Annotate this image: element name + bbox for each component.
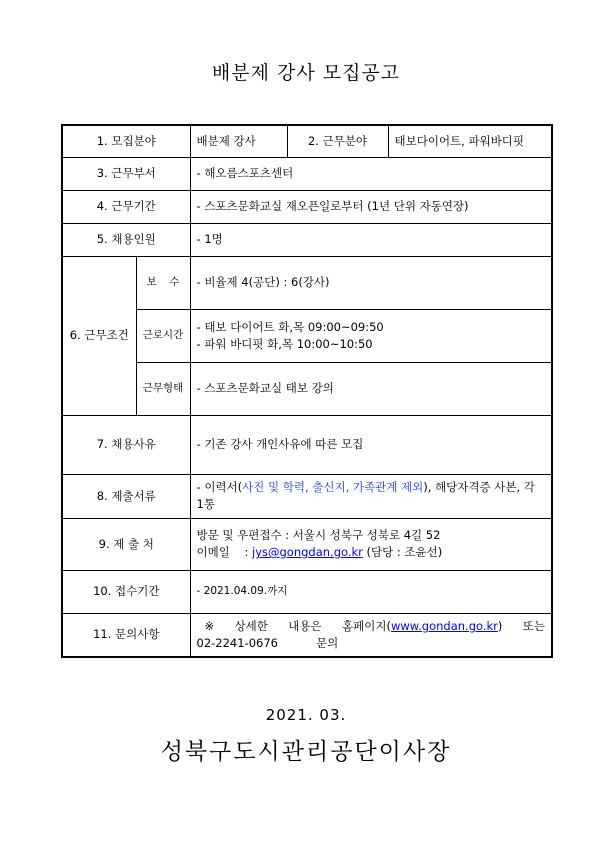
- email-prefix: 이메일 :: [196, 545, 252, 559]
- hours-line-1: - 태보 다이어트 화,목 09:00~09:50: [196, 319, 384, 334]
- row-conditions-form: [62, 362, 552, 415]
- form-value: - 스포츠문화교실 태보 강의: [190, 362, 552, 415]
- headcount-label: 5. 채용인원: [62, 223, 190, 256]
- inquiry-value: [190, 613, 552, 657]
- row-conditions-pay: [62, 256, 552, 309]
- row-headcount: [62, 223, 552, 256]
- pay-value: - 비율제 4(공단) : 6(강사): [190, 256, 552, 309]
- conditions-label: 6. 근무조건: [62, 256, 136, 415]
- period-label: 4. 근무기간: [62, 190, 190, 223]
- receipt-period-label: 10. 접수기간: [62, 570, 190, 613]
- hours-line-2: - 파워 바디핏 화,목 10:00~10:50: [196, 336, 373, 351]
- inquiry-word-3: 또는: [522, 618, 546, 633]
- receipt-period-value: - 2021.04.09.까지: [190, 570, 552, 613]
- submission-address: 방문 및 우편접수 : 서울시 성북구 성북로 4길 52: [196, 528, 441, 542]
- work-field-label: 2. 근무분야: [287, 125, 388, 157]
- inquiry-line-1: [197, 618, 546, 635]
- recruit-field-label: 1. 모집분야: [62, 125, 190, 157]
- inquiry-line-2: [197, 635, 546, 652]
- documents-value: [190, 474, 552, 518]
- note-mark: ※: [204, 618, 215, 633]
- submission-value: [190, 518, 552, 570]
- row-reason: [62, 415, 552, 474]
- work-field-value: 태보다이어트, 파워바디핏: [388, 125, 552, 157]
- form-label: 근무형태: [136, 362, 190, 415]
- recruit-field-value: 배분제 강사: [190, 125, 287, 157]
- documents-label: 8. 제출서류: [62, 474, 190, 518]
- row-submission: [62, 518, 552, 570]
- hours-label: 근로시간: [136, 309, 190, 362]
- inquiry-word-4: 문의: [315, 635, 339, 650]
- hours-value: [190, 309, 552, 362]
- row-department: [62, 157, 552, 190]
- phone-number: 02-2241-0676: [196, 635, 278, 650]
- department-label: 3. 근무부서: [62, 157, 190, 190]
- notice-date: 2021. 03.: [265, 706, 347, 724]
- inquiry-word-2: 내용은: [288, 618, 322, 633]
- homepage-suffix: ): [497, 618, 503, 633]
- documents-suffix: ), 해당자격증 사본, 각 1통: [196, 480, 535, 511]
- row-period: [62, 190, 552, 223]
- email-link[interactable]: jys@gongdan.go.kr: [252, 545, 363, 559]
- email-contact: (담당 : 조윤선): [362, 545, 443, 559]
- department-value: - 해오름스포츠센터: [190, 157, 552, 190]
- reason-label: 7. 채용사유: [62, 415, 190, 474]
- website-link[interactable]: www.gondan.go.kr: [390, 618, 498, 633]
- row-conditions-hours: [62, 309, 552, 362]
- homepage-prefix: 홈페이지(: [342, 618, 391, 633]
- page-title: 배분제 강사 모집공고: [211, 62, 401, 84]
- submission-email-line: [197, 544, 546, 561]
- documents-excluded: 사진 및 학력, 출신지, 가족관계 제외: [242, 480, 424, 494]
- row-period-receipt: [62, 570, 552, 613]
- pay-label-char-1: 보: [146, 276, 157, 288]
- row-documents: [62, 474, 552, 518]
- row-recruit-field: [62, 125, 552, 157]
- row-inquiry: [62, 613, 552, 657]
- inquiry-label: 11. 문의사항: [62, 613, 190, 657]
- inquiry-homepage: [342, 618, 502, 635]
- submission-label: 9. 제 출 처: [62, 518, 190, 570]
- pay-label-char-2: 수: [169, 276, 180, 288]
- headcount-value: - 1명: [190, 223, 552, 256]
- documents-prefix: - 이력서(: [196, 480, 243, 494]
- reason-value: - 기존 강사 개인사유에 따른 모집: [190, 415, 552, 474]
- pay-label: [136, 256, 190, 309]
- recruitment-table: [61, 124, 553, 658]
- period-value: - 스포츠문화교실 재오픈일로부터 (1년 단위 자동연장): [190, 190, 552, 223]
- issuer-name: 성북구도시관리공단이사장: [160, 739, 452, 765]
- inquiry-word-1: 상세한: [234, 618, 268, 633]
